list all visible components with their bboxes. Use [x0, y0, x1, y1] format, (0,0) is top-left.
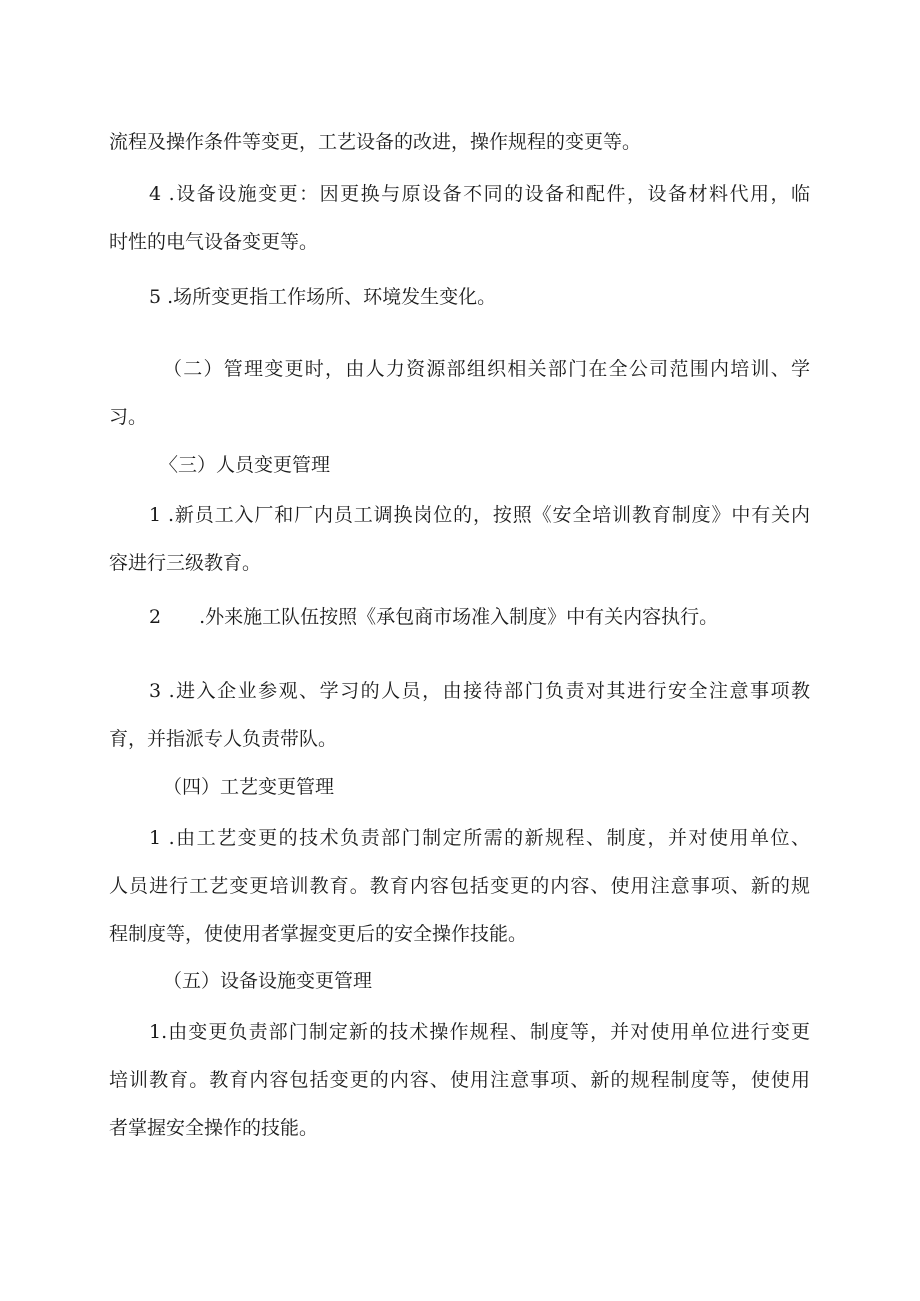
section-heading-5: （五）设备设施变更管理: [163, 970, 373, 992]
text-line-19: 培训教育。教育内容包括变更的内容、使用注意事项、新的规程制度等，使使用: [109, 1069, 810, 1091]
section-heading-4: （四）工艺变更管理: [163, 776, 335, 798]
text-line-10: 2 .外来施工队伍按照《承包商市场准入制度》中有关内容执行。: [149, 606, 719, 628]
text-line-3: 时性的电气设备变更等。: [109, 231, 319, 253]
text-line-16: 程制度等，使使用者掌握变更后的安全操作技能。: [109, 923, 528, 945]
text-line-15: 人员进行工艺变更培训教育。教育内容包括变更的内容、使用注意事项、新的规: [109, 875, 810, 897]
text-line-20: 者掌握安全操作的技能。: [109, 1117, 319, 1139]
text-line-9: 容进行三级教育。: [109, 552, 262, 574]
section-heading-3: 〈三）人员变更管理: [159, 454, 331, 476]
text-line-4: 5 .场所变更指工作场所、环境发生变化。: [149, 286, 497, 308]
text-line-8: 1 .新员工入厂和厂内员工调换岗位的，按照《安全培训教育制度》中有关内: [149, 504, 810, 526]
text-line-1: 流程及操作条件等变更，工艺设备的改进，操作规程的变更等。: [109, 131, 642, 153]
text-line-6: 习。: [109, 406, 148, 428]
text-line-12: 育，并指派专人负责带队。: [109, 728, 338, 750]
text-line-5: （二）管理变更时，由人力资源部组织相关部门在全公司范围内培训、学: [163, 358, 810, 380]
text-line-11: 3 .进入企业参观、学习的人员，由接待部门负责对其进行安全注意事项教: [149, 680, 810, 702]
text-line-14: 1 .由工艺变更的技术负责部门制定所需的新规程、制度，并对使用单位、: [149, 827, 810, 849]
text-line-18: 1.由变更负责部门制定新的技术操作规程、制度等，并对使用单位进行变更: [149, 1021, 810, 1043]
text-line-2: 4 .设备设施变更：因更换与原设备不同的设备和配件，设备材料代用，临: [149, 183, 810, 205]
